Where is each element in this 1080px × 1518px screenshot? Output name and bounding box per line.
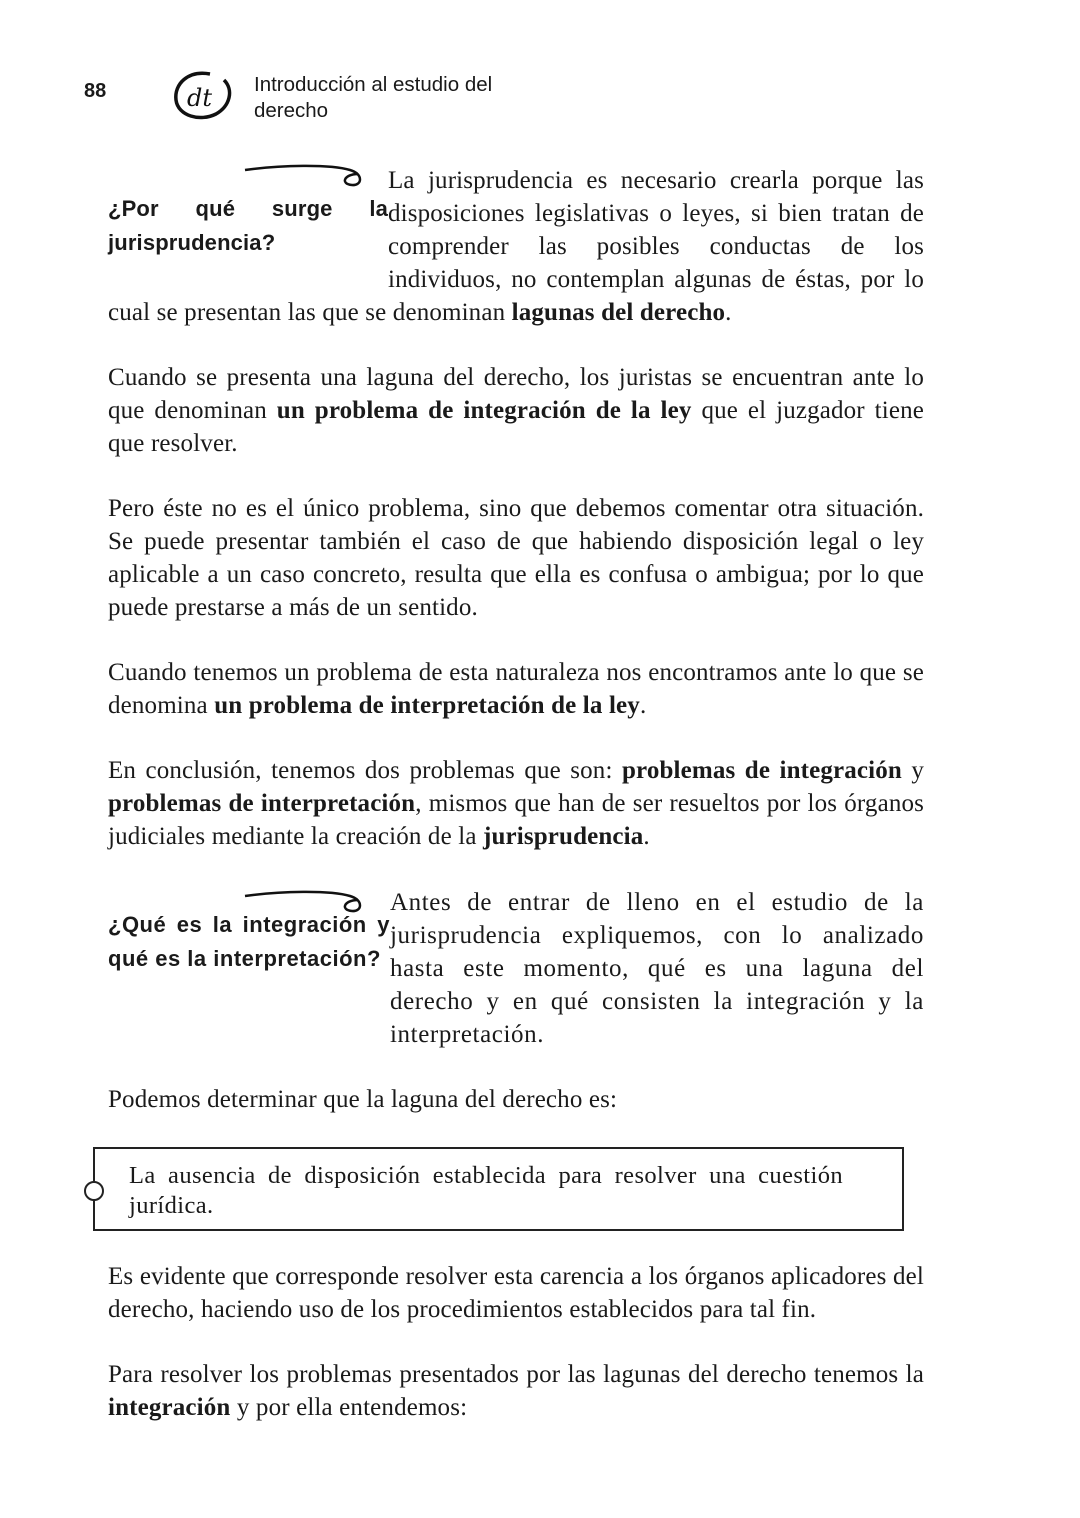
paragraph-9 (108, 1358, 924, 1424)
bold-term: un problema de interpretación de la ley (214, 692, 640, 719)
box-knob-icon (84, 1181, 104, 1201)
text-run: Pero éste no es el único problema, sino que debemos comentar otra situación. Se puede presentar también el caso de que habiendo disposición legal o ley aplicable a un caso concreto, resulta que ella es confusa o ambigua; por lo que puede prestarse a más de un sentido. (108, 495, 924, 621)
text-run: Es evidente que corresponde resolver esta carencia a los órganos aplicadores del derecho, haciendo uso de los procedimientos establecidos para tal fin. (108, 1263, 924, 1323)
bold-term: integración (108, 1394, 231, 1421)
text-run: . (725, 299, 732, 326)
text-run: . (643, 823, 650, 850)
svg-text:dt: dt (187, 84, 213, 112)
text-run: Antes de entrar de lleno en el estudio de la jurisprudencia expliquemos, con lo analizado hasta este momento, qué es una laguna del derecho y en qué consisten la integración y la interpretación. (390, 889, 924, 1048)
paragraph-4 (108, 656, 924, 722)
book-title: Introducción al estudio del derecho (254, 73, 493, 122)
bold-term: lagunas del derecho (511, 299, 726, 326)
paragraph-6 (108, 886, 924, 1051)
side-heading: ¿Por qué surge la jurisprudencia? (108, 196, 388, 255)
paragraph-1 (108, 164, 924, 329)
page-number: 88 (84, 80, 107, 102)
paragraph-8 (108, 1260, 924, 1326)
text-run: Para resolver los problemas presentados por las lagunas del derecho tenemos la (108, 1361, 924, 1388)
bold-term: problemas de interpretación (108, 790, 416, 817)
text-run: Cuando tenemos un problema de esta naturaleza nos encontramos ante lo que se denomina (108, 659, 924, 719)
text-run: , mismos que han de ser resueltos por los órganos judiciales mediante la creación de la (108, 790, 924, 850)
definition-box (93, 1147, 904, 1231)
bold-term: un problema de integración de la ley (276, 397, 692, 424)
text-run: y por ella entendemos: (230, 1394, 468, 1421)
text-run: Cuando se presenta una laguna del derecho, los juristas se encuentran ante lo que denominan (108, 364, 924, 424)
side-heading: ¿Qué es la integración y qué es la interpretación? (108, 912, 390, 971)
bold-term: problemas de integración (621, 757, 902, 784)
text-run: y (901, 757, 924, 784)
paragraph-2 (108, 361, 924, 460)
definition-text: La ausencia de disposición establecida para resolver una cuestión jurídica. (129, 1162, 843, 1219)
text-run: que el juzgador tiene que resolver. (108, 397, 924, 457)
text-run: Podemos determinar que la laguna del derecho es: (108, 1086, 618, 1113)
bold-term: jurisprudencia (482, 823, 644, 850)
paragraph-3 (108, 492, 924, 624)
book-logo-icon (170, 68, 240, 124)
text-run: En conclusión, tenemos dos problemas que son: (108, 757, 622, 784)
paragraph-7 (108, 1083, 924, 1116)
text-run: . (639, 692, 647, 719)
text-run: La jurisprudencia es necesario crearla porque las disposiciones legislativas o leyes, si bien tratan de comprender las posibles conductas de los individuos, no contemplan algunas de éstas, por lo cual se presentan las que se denominan (108, 167, 924, 326)
paragraph-5 (108, 754, 924, 853)
